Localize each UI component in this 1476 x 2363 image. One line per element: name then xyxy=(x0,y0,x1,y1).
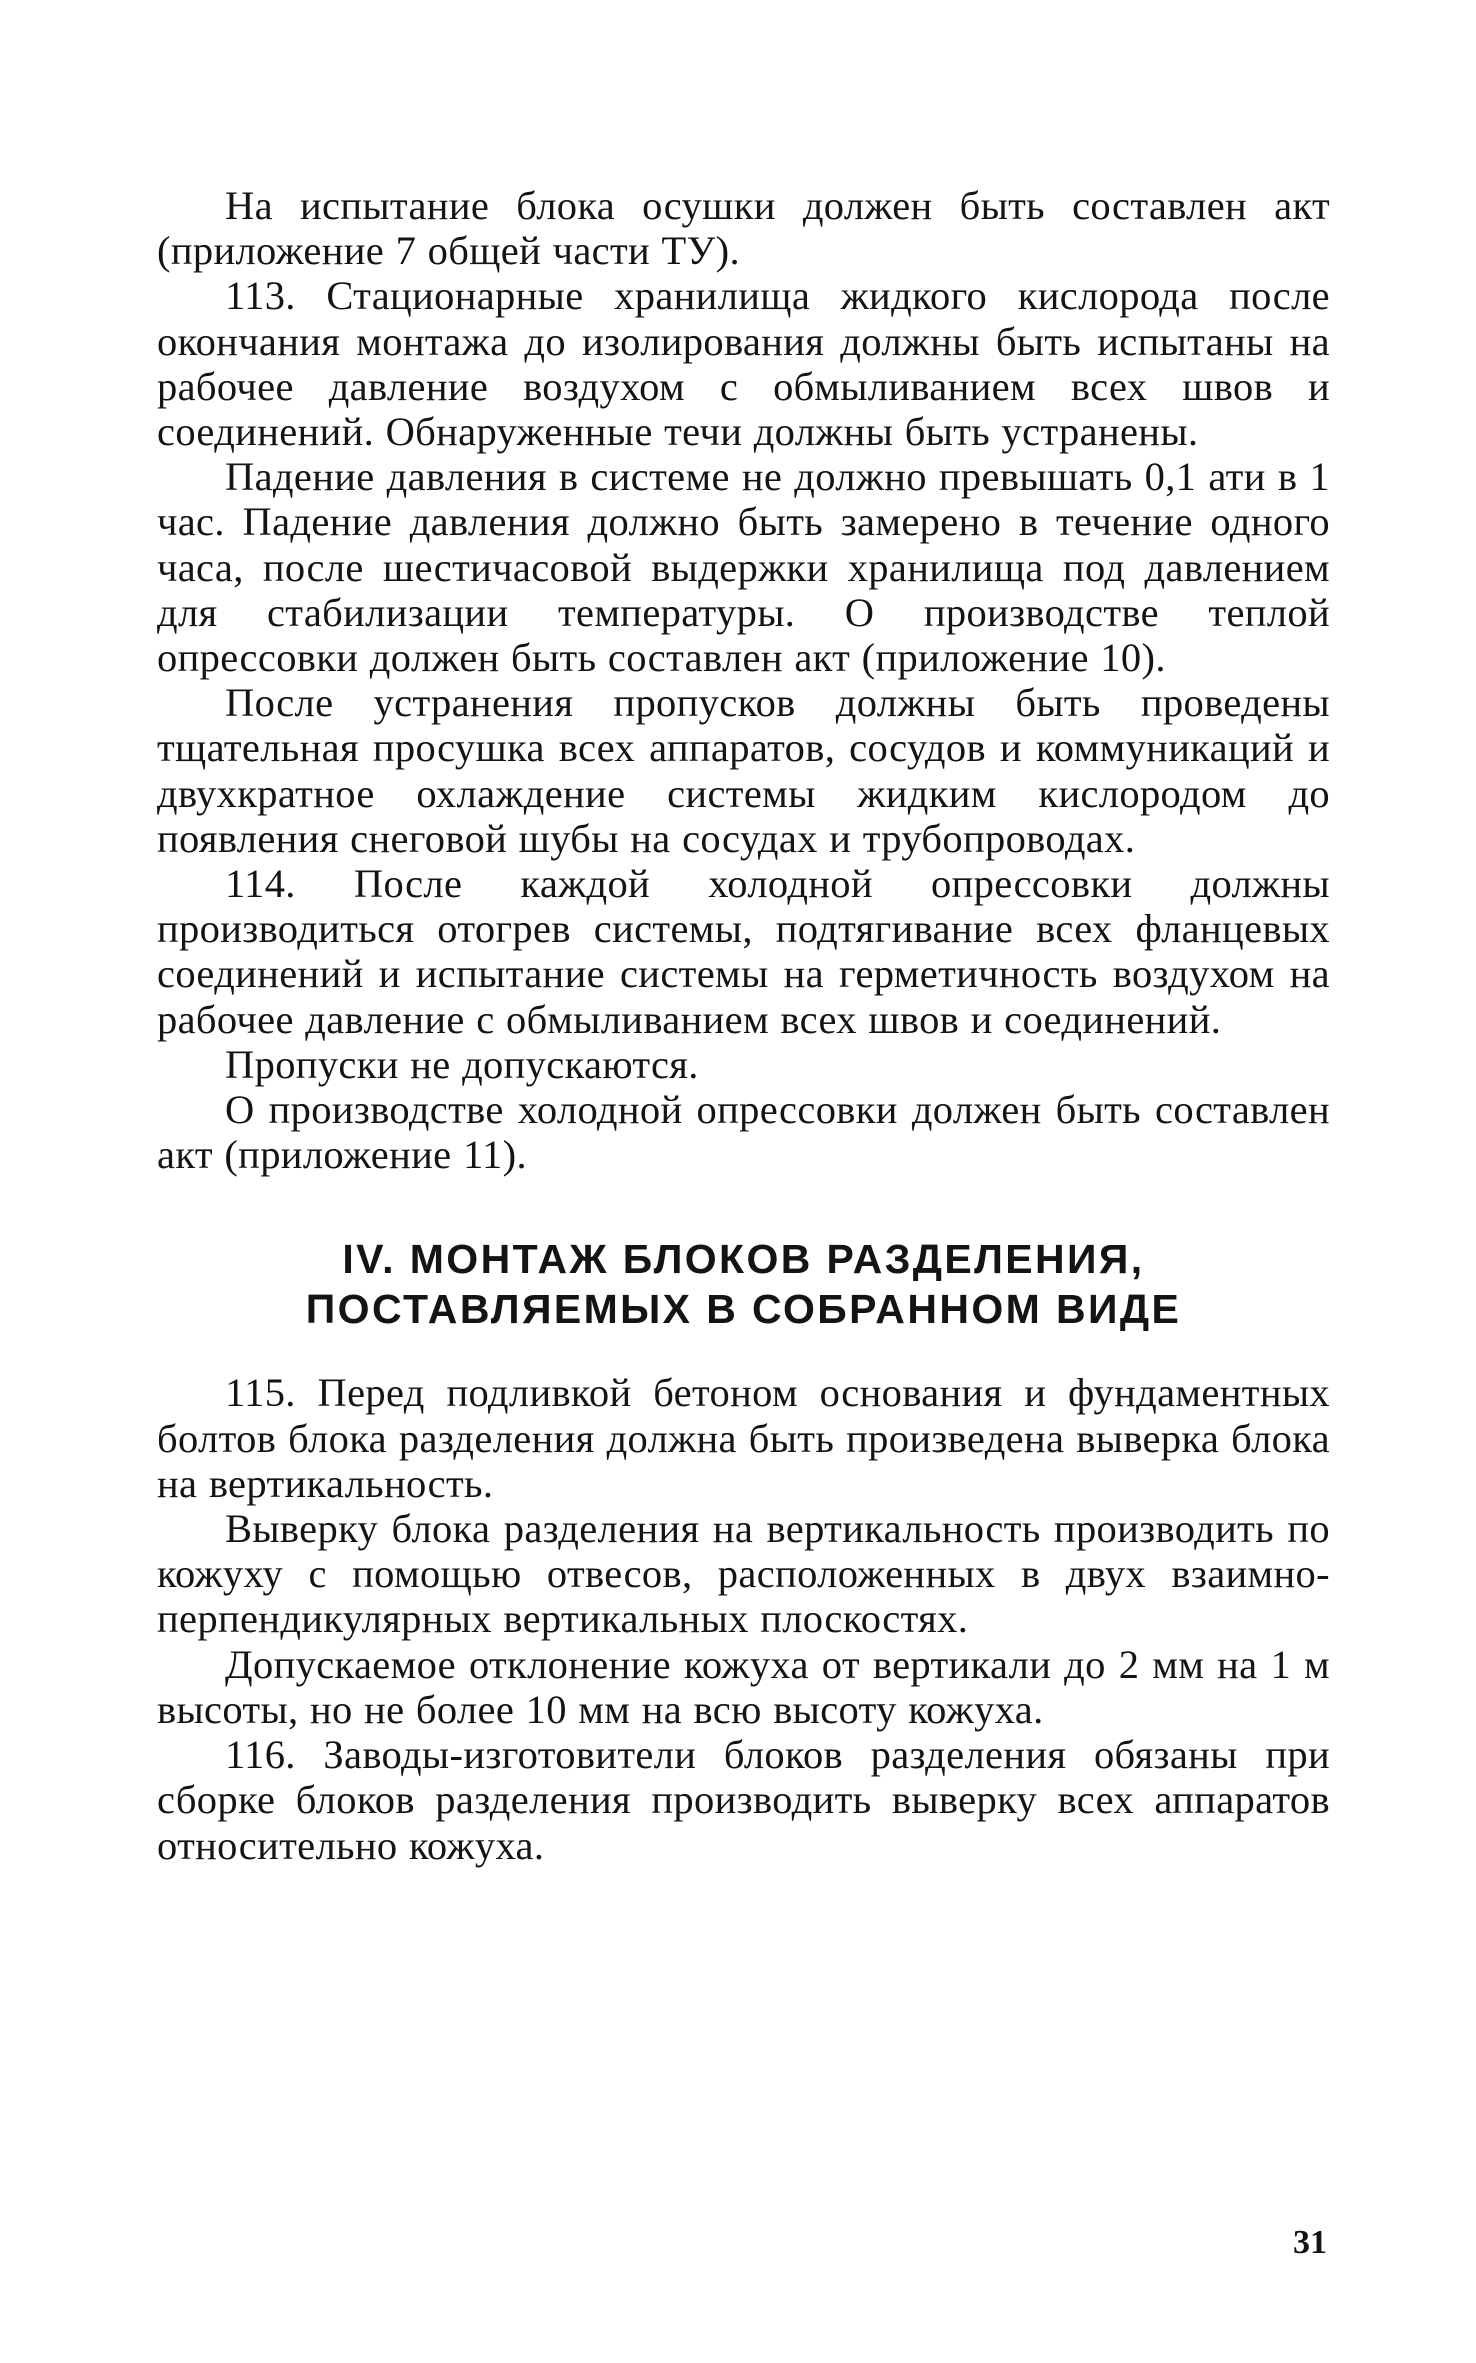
paragraph-no-leaks: Пропуски не допускаются. xyxy=(225,1041,699,1087)
paragraph-pressure-drop: Падение давления в системе не должно превышать 0,1 ати в 1 час. Падение давления должно быть замерено в течение одного часа, после шестичасовой выдержки хранилища под давлением для стабилизации температуры. О производстве теплой опрессовки должен быть составлен акт (приложение 10). xyxy=(157,454,1330,681)
paragraph-drying-block-act: На испытание блока осушки должен быть составлен акт (приложение 7 общей части ТУ). xyxy=(157,183,1330,274)
paragraph-plumb-lines: Выверку блока разделения на вертикальность производить по кожуху с помощью отвесов, расположенных в двух взаимно-перпендикулярных вертикальных плоскостях. xyxy=(157,1506,1330,1642)
paragraph-115-verticality-check: 115. Перед подливкой бетоном основания и фундаментных болтов блока разделения должна быть произведена выверка блока на вертикальность. xyxy=(157,1370,1330,1506)
section-heading-line-2: ПОСТАВЛЯЕМЫХ В СОБРАННОМ ВИДЕ xyxy=(305,1286,1182,1333)
paragraph-113-oxygen-storage-test: 113. Стационарные хранилища жидкого кислорода после окончания монтажа до изолирования должны быть испытаны на рабочее давление воздухом с обмыливанием всех швов и соединений. Обнаруженные течи должны быть устранены. xyxy=(157,273,1330,455)
section-heading xyxy=(157,1234,1330,1334)
page-number: 31 xyxy=(1293,2224,1327,2261)
paragraph-drying-and-cooling: После устранения пропусков должны быть проведены тщательная просушка всех аппаратов, сосудов и коммуникаций и двухкратное охлаждение системы жидким кислородом до появления снеговой шубы на сосудах и трубопроводах. xyxy=(157,680,1330,861)
paragraph-allowed-deviation: Допускаемое отклонение кожуха от вертикали до 2 мм на 1 м высоты, но не более 10 мм на всю высоту кожуха. xyxy=(157,1641,1330,1732)
paragraph-114-cold-pressure-test: 114. После каждой холодной опрессовки должны производиться отогрев системы, подтягивание всех фланцевых соединений и испытание системы на герметичность воздухом на рабочее давление с обмыливанием всех швов и соединений. xyxy=(157,861,1330,1042)
paragraph-116-manufacturers-alignment: 116. Заводы-изготовители блоков разделения обязаны при сборке блоков разделения производить выверку всех аппаратов относительно кожуха. xyxy=(157,1732,1330,1868)
paragraph-cold-test-act: О производстве холодной опрессовки должен быть составлен акт (приложение 11). xyxy=(157,1087,1330,1178)
page-body xyxy=(157,183,1330,1868)
section-heading-line-1: IV. МОНТАЖ БЛОКОВ РАЗДЕЛЕНИЯ, xyxy=(342,1236,1145,1283)
